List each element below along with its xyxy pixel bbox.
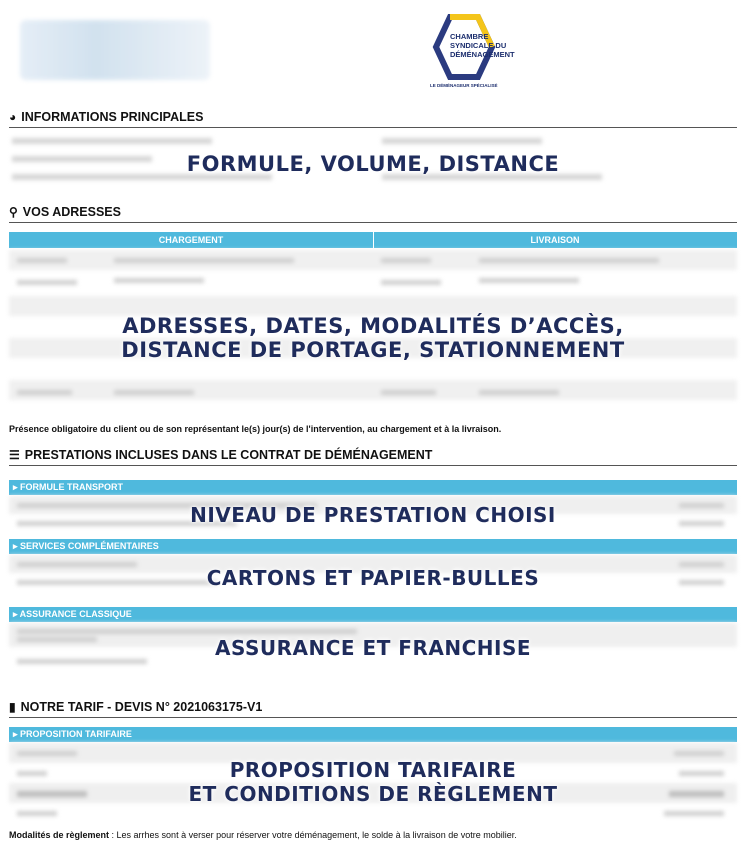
- csd-logo: [420, 14, 530, 94]
- tariff-section-title: ▮ NOTRE TARIF - DEVIS N° 2021063175-V1: [9, 700, 737, 718]
- insurance-bar[interactable]: ▸ ASSURANCE CLASSIQUE: [9, 607, 737, 622]
- insurance-overlay-caption: ASSURANCE ET FRANCHISE: [214, 636, 532, 660]
- list-icon: ☰: [9, 448, 20, 462]
- loading-column-header: CHARGEMENT: [9, 232, 374, 248]
- delivery-column-header: LIVRAISON: [530, 235, 580, 245]
- addresses-overlay-caption: ADRESSES, DATES, MODALITÉS D’ACCÈS, DISTANCE DE PORTAGE, STATIONNEMENT: [121, 314, 625, 362]
- pricing-proposal-bar[interactable]: ▸ PROPOSITION TARIFAIRE: [9, 727, 737, 742]
- company-logo-blurred: [20, 20, 210, 80]
- payment-terms-note: [9, 830, 517, 840]
- logo-line-1: CHAMBRE: [450, 32, 489, 41]
- presence-note: Présence obligatoire du client ou de son représentant le(s) jour(s) de l'intervention, au chargement et à la livraison.: [9, 424, 502, 434]
- bar-chart-icon: ▮: [9, 700, 16, 714]
- transport-formula-bar[interactable]: ▸ FORMULE TRANSPORT: [9, 480, 737, 495]
- addresses-table-header: [9, 232, 737, 248]
- extras-overlay-caption: CARTONS ET PAPIER-BULLES: [206, 566, 540, 590]
- info-overlay-caption: FORMULE, VOLUME, DISTANCE: [186, 152, 560, 176]
- addresses-section-title: ⚲ VOS ADRESSES: [9, 205, 737, 223]
- payment-terms-text: : Les arrhes sont à verser pour réserver votre déménagement, le solde à la livraison de votre mobilier.: [109, 830, 517, 840]
- pricing-overlay-caption: PROPOSITION TARIFAIRE ET CONDITIONS DE RÈGLEMENT: [188, 758, 558, 806]
- info-section-title: ◕ INFORMATIONS PRINCIPALES: [9, 110, 737, 128]
- pie-chart-icon: ◕: [9, 110, 17, 124]
- services-section-title: ☰ PRESTATIONS INCLUSES DANS LE CONTRAT DE DÉMÉNAGEMENT: [9, 448, 737, 466]
- extra-services-bar[interactable]: ▸ SERVICES COMPLÉMENTAIRES: [9, 539, 737, 554]
- logo-tagline: LE DÉMÉNAGEUR SPÉCIALISÉ: [430, 83, 498, 88]
- logo-line-3: DÉMÉNAGEMENT: [450, 50, 515, 59]
- formula-overlay-caption: NIVEAU DE PRESTATION CHOISI: [190, 503, 556, 527]
- map-marker-icon: ⚲: [9, 205, 18, 219]
- logo-line-2: SYNDICALE DU: [450, 41, 507, 50]
- payment-terms-label: Modalités de règlement: [9, 830, 110, 840]
